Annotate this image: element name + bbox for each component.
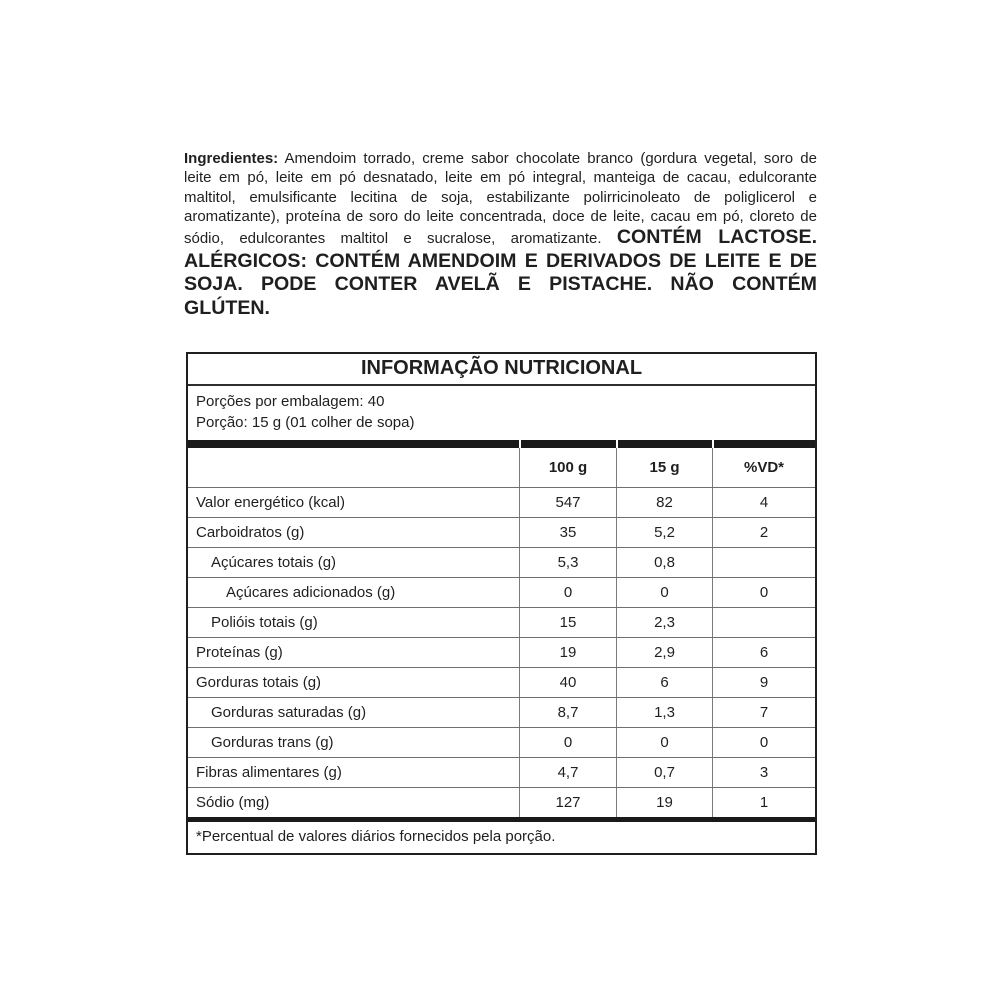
nutrient-value: 0,8: [616, 548, 712, 577]
nutrient-rows: [188, 487, 815, 817]
nutrient-value: 40: [519, 668, 616, 697]
nutrient-value: 6: [616, 668, 712, 697]
separator-bar-segment: [188, 440, 519, 448]
nutrient-value: 547: [519, 488, 616, 517]
nutrient-label: Gorduras totais (g): [196, 674, 322, 691]
nutrient-label: Polióis totais (g): [211, 614, 318, 631]
nutrient-row: [188, 607, 815, 637]
nutrient-row: [188, 757, 815, 787]
separator-bar-segment: [616, 440, 712, 448]
nutrient-value: 1,3: [616, 698, 712, 727]
column-header-vd: %VD*: [712, 448, 815, 487]
nutrient-value: 4: [712, 488, 815, 517]
separator-bar-segment: [712, 440, 815, 448]
nutrient-row: [188, 637, 815, 667]
nutrient-row: [188, 487, 815, 517]
serving-size: Porção: 15 g (01 colher de sopa): [196, 414, 415, 431]
nutrient-value: 0: [616, 578, 712, 607]
nutrient-label: Carboidratos (g): [196, 524, 305, 541]
nutrient-value: 5,2: [616, 518, 712, 547]
nutrient-value: 0: [519, 728, 616, 757]
nutrient-value: [712, 548, 815, 577]
column-header-blank: [188, 448, 519, 487]
separator-bar-top: [188, 440, 815, 448]
nutrient-label: Açúcares adicionados (g): [226, 584, 396, 601]
nutrient-label: Sódio (mg): [196, 794, 270, 811]
nutrient-value: 0: [712, 578, 815, 607]
ingredients-label: Ingredientes:: [184, 150, 279, 167]
ingredients-text: Amendoim torrado, creme sabor chocolate branco (gordura vegetal, soro de leite em pó, leite em pó desnatado, leite em pó integral, manteiga de cacau, edulcorante maltitol, emulsificante lecitina de soja, estabilizante polirricinoleato de poliglicerol e aromatizante), proteína de soro do leite concentrada, doce de leite, cacau em pó, cloreto de sódio, edulcorantes maltitol e sucralose, aromatizante.: [184, 150, 817, 248]
nutrient-value: 6: [712, 638, 815, 667]
nutrient-value: 4,7: [519, 758, 616, 787]
nutrient-value: 2,3: [616, 608, 712, 637]
allergen-statement: CONTÉM LACTOSE. ALÉRGICOS: CONTÉM AMENDOIM E DERIVADOS DE LEITE E DE SOJA. PODE CONTER AVELÃ E PISTACHE. NÃO CONTÉM GLÚTEN.: [184, 226, 818, 319]
column-header-row: [188, 448, 815, 487]
nutrient-row: [188, 517, 815, 547]
nutrient-row: [188, 547, 815, 577]
ingredients-paragraph: [184, 149, 817, 321]
nutrient-value: 19: [616, 788, 712, 817]
nutrient-value: 1: [712, 788, 815, 817]
nutrient-value: 82: [616, 488, 712, 517]
nutrient-value: 0: [712, 728, 815, 757]
column-header-15g: 15 g: [616, 448, 712, 487]
nutrient-value: 15: [519, 608, 616, 637]
nutrient-label: Proteínas (g): [196, 644, 283, 661]
nutrient-value: 2,9: [616, 638, 712, 667]
nutrient-value: 9: [712, 668, 815, 697]
nutrient-label: Valor energético (kcal): [196, 494, 345, 511]
nutrient-value: 8,7: [519, 698, 616, 727]
nutrient-value: 0: [519, 578, 616, 607]
nutrient-row: [188, 577, 815, 607]
nutrition-facts-table: [186, 352, 817, 855]
nutrient-value: 35: [519, 518, 616, 547]
nutrient-label: Açúcares totais (g): [211, 554, 337, 571]
nutrient-label: Gorduras saturadas (g): [211, 704, 367, 721]
nutrient-label: Fibras alimentares (g): [196, 764, 342, 781]
nutrient-label: Gorduras trans (g): [211, 734, 334, 751]
nutrient-value: 127: [519, 788, 616, 817]
nutrient-row: [188, 697, 815, 727]
servings-info: [188, 386, 815, 440]
nutrient-value: 3: [712, 758, 815, 787]
nutrient-value: 0,7: [616, 758, 712, 787]
separator-bar-segment: [519, 440, 616, 448]
nutrient-row: [188, 667, 815, 697]
nutrient-row: [188, 787, 815, 817]
nutrient-value: 5,3: [519, 548, 616, 577]
nutrient-row: [188, 727, 815, 757]
servings-per-package: Porções por embalagem: 40: [196, 393, 385, 410]
footnote: *Percentual de valores diários fornecidos pela porção.: [196, 828, 556, 845]
nutrient-value: 0: [616, 728, 712, 757]
nutrient-value: 19: [519, 638, 616, 667]
nutrient-value: 2: [712, 518, 815, 547]
column-header-100g: 100 g: [519, 448, 616, 487]
nutrient-value: [712, 608, 815, 637]
nutrient-value: 7: [712, 698, 815, 727]
table-title: INFORMAÇÃO NUTRICIONAL: [188, 354, 815, 386]
